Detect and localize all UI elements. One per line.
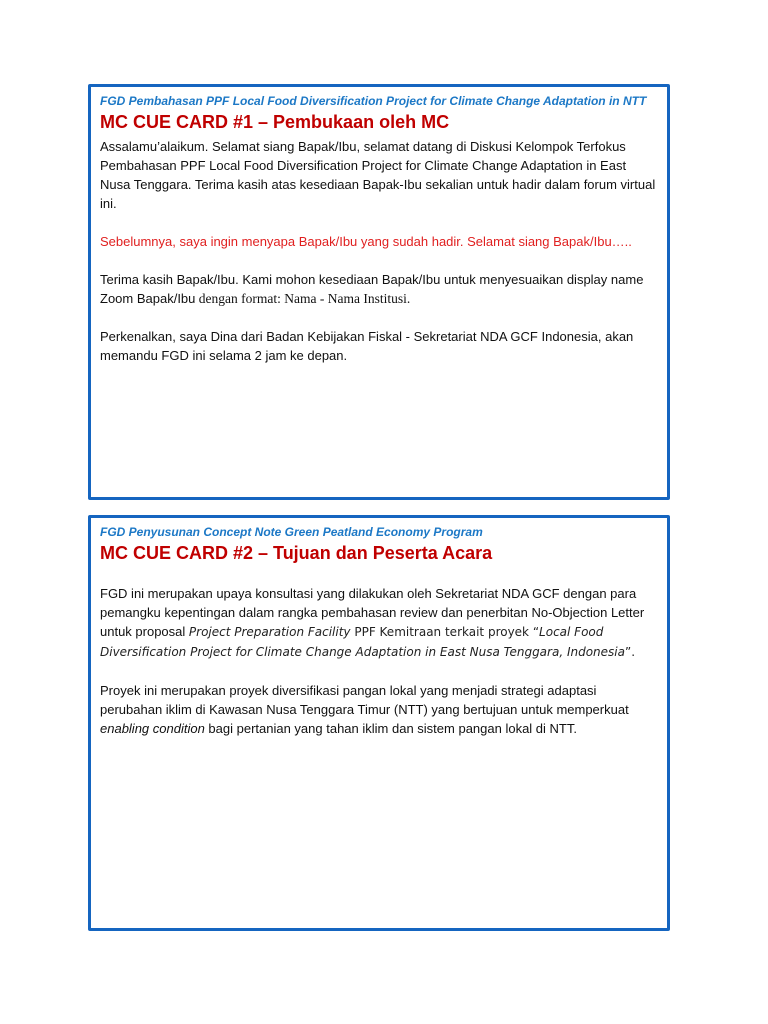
card-project-heading: FGD Pembahasan PPF Local Food Diversification Project for Climate Change Adaptation in NTT (100, 94, 647, 108)
enabling-condition-italic: enabling condition (100, 721, 205, 736)
purpose-text: FGD ini merupakan upaya konsultasi yang dilakukan oleh Sekretariat NDA GCF dengan para pemangku kepentingan dalam rangka pembahasan review dan penerbitan No-Objection Letter untuk proposal (100, 586, 645, 639)
project-description-paragraph (100, 681, 658, 738)
card-project-heading: FGD Penyusunan Concept Note Green Peatland Economy Program (100, 525, 483, 539)
cue-card-2 (88, 515, 670, 931)
ppf-italic: Project Preparation Facility (188, 625, 351, 639)
card-title: MC CUE CARD #2 – Tujuan dan Peserta Acara (100, 543, 493, 563)
cue-card-1 (88, 84, 670, 500)
display-name-text: Terima kasih Bapak/Ibu. Kami mohon kesediaan Bapak/Ibu untuk menyesuaikan display name Zoom Bapak/Ibu (100, 272, 644, 306)
display-name-paragraph (100, 270, 658, 308)
display-name-format: dengan format: Nama - Nama Institusi. (195, 291, 411, 306)
greeting-paragraph: Sebelumnya, saya ingin menyapa Bapak/Ibu yang sudah hadir. Selamat siang Bapak/Ibu….. (100, 234, 632, 249)
closing-quote: ”. (624, 645, 636, 659)
project-name-italic: Local Food Diversification Project for Climate Change Adaptation in East Nusa Tenggara, Indonesia (100, 625, 625, 659)
ppf-text: PPF Kemitraan terkait proyek “ (350, 625, 540, 639)
description-text: Proyek ini merupakan proyek diversifikasi pangan lokal yang menjadi strategi adaptasi perubahan iklim di Kawasan Nusa Tenggara Timur (NTT) yang bertujuan untuk memperkuat (100, 683, 629, 717)
purpose-paragraph (100, 584, 658, 662)
description-tail: bagi pertanian yang tahan iklim dan sistem pangan lokal di NTT. (204, 721, 577, 736)
introduction-paragraph: Perkenalkan, saya Dina dari Badan Kebijakan Fiskal - Sekretariat NDA GCF Indonesia, akan memandu FGD ini selama 2 jam ke depan. (100, 329, 634, 363)
card-title: MC CUE CARD #1 – Pembukaan oleh MC (100, 112, 450, 132)
opening-paragraph: Assalamu’alaikum. Selamat siang Bapak/Ibu, selamat datang di Diskusi Kelompok Terfokus Pembahasan PPF Local Food Diversification Project for Climate Change Adaptation in East Nusa Tenggara. Terima kasih atas kesediaan Bapak-Ibu sekalian untuk hadir dalam forum virtual ini. (100, 139, 656, 211)
